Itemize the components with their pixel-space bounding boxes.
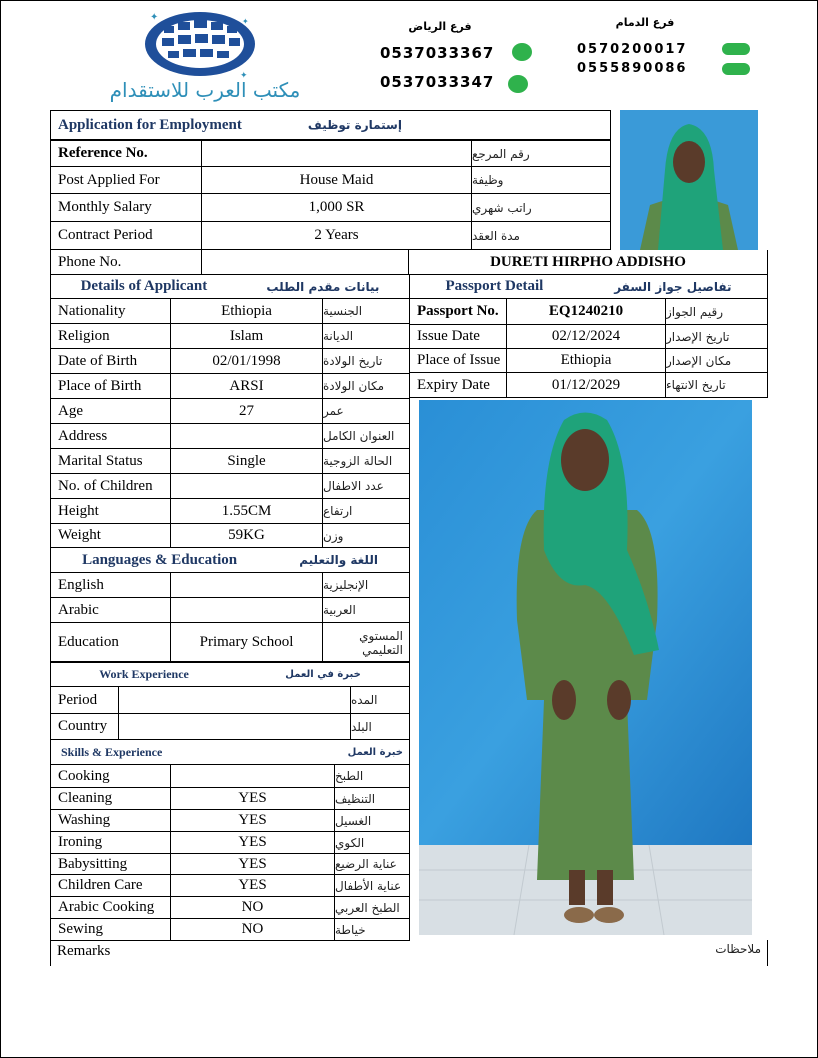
skills-row-label-ar: خياطة <box>334 918 410 941</box>
work-row-label-ar: البلد <box>350 713 410 740</box>
application-title <box>50 110 611 140</box>
post-label: Post Applied For <box>50 166 202 194</box>
reference-label-ar: رقم المرجع <box>471 140 611 167</box>
applicant-row-value: Islam <box>170 323 323 349</box>
applicant-title-ar: بيانات مقدم الطلب <box>266 279 380 294</box>
applicant-row-label-ar: ارتفاع <box>322 498 410 524</box>
svg-text:✦: ✦ <box>150 12 159 23</box>
skills-row-label: Babysitting <box>50 853 171 875</box>
languages-row-value <box>170 597 323 623</box>
languages-title-en: Languages & Education <box>82 551 238 568</box>
languages-row-value: Primary School <box>170 622 323 663</box>
remarks-label-ar: ملاحظات <box>715 942 761 956</box>
reference-label: Reference No. <box>50 140 202 167</box>
application-title-ar: إستمارة توظيف <box>307 118 402 132</box>
contract-label: Contract Period <box>50 221 202 250</box>
contract-label-ar: مدة العقد <box>471 221 611 250</box>
languages-row-label: Arabic <box>50 597 171 623</box>
skills-row-value: YES <box>170 831 335 854</box>
phone-label: Phone No. <box>50 250 202 275</box>
skills-title-en: Skills & Experience <box>61 744 163 759</box>
riyadh-phone-1: 0537033367 <box>380 44 495 62</box>
skills-title-ar: خبرة العمل <box>347 746 403 758</box>
skills-row-label-ar: الطبخ العربي <box>334 896 410 919</box>
applicant-row-label: Nationality <box>50 298 171 324</box>
applicant-row-value: 27 <box>170 398 323 424</box>
applicant-row-value: ARSI <box>170 373 323 399</box>
applicant-row-value <box>170 473 323 499</box>
skills-row-label-ar: عناية الأطفال <box>334 874 410 897</box>
applicant-row-value: 02/01/1998 <box>170 348 323 374</box>
whatsapp-icon <box>512 43 532 61</box>
work-section-header <box>50 661 410 687</box>
work-row-label: Country <box>50 713 119 740</box>
applicant-row-label: Weight <box>50 523 171 548</box>
skills-row-value: YES <box>170 809 335 832</box>
skills-row-label-ar: التنظيف <box>334 787 410 810</box>
skills-row-label: Cooking <box>50 764 171 788</box>
languages-title-ar: اللغة والتعليم <box>299 553 378 567</box>
passport-row-value: 01/12/2029 <box>506 372 666 398</box>
applicant-full-photo <box>419 400 752 935</box>
skills-section-header <box>50 739 410 765</box>
passport-row-value: Ethiopia <box>506 348 666 373</box>
passport-row-label: Passport No. <box>409 298 507 325</box>
remarks-label: Remarks <box>57 943 111 959</box>
applicant-title-en: Details of Applicant <box>80 278 208 294</box>
salary-value: 1,000 SR <box>201 193 472 222</box>
work-row-label: Period <box>50 686 119 714</box>
passport-row-label-ar: تاريخ الانتهاء <box>665 372 768 398</box>
work-row-value <box>118 713 351 740</box>
passport-row-label-ar: تاريخ الإصدار <box>665 324 768 349</box>
skills-row-value: NO <box>170 896 335 919</box>
applicant-row-label: Marital Status <box>50 448 171 474</box>
skills-row-label: Ironing <box>50 831 171 854</box>
applicant-row-label-ar: عدد الاطفال <box>322 473 410 499</box>
svg-text:✦: ✦ <box>242 17 249 26</box>
skills-row-label-ar: الكوي <box>334 831 410 854</box>
passport-title-en: Passport Detail <box>445 278 544 294</box>
applicant-portrait <box>620 110 758 250</box>
applicant-row-value: 59KG <box>170 523 323 548</box>
passport-title-ar: تفاصيل جواز السفر <box>614 279 732 294</box>
passport-row-label: Place of Issue <box>409 348 507 373</box>
contract-value: 2 Years <box>201 221 472 250</box>
dammam-phone-2: 0555890086 <box>577 61 688 76</box>
applicant-row-label-ar: الحالة الزوجية <box>322 448 410 474</box>
work-title-ar: خبرة في العمل <box>285 668 361 680</box>
skills-row-label: Sewing <box>50 918 171 941</box>
applicant-row-label: Address <box>50 423 171 449</box>
office-logo <box>140 8 260 83</box>
dammam-phone-1: 0570200017 <box>577 42 688 57</box>
applicant-row-label-ar: مكان الولادة <box>322 373 410 399</box>
applicant-row-label: Date of Birth <box>50 348 171 374</box>
languages-row-label-ar: الإنجليزية <box>322 572 410 598</box>
passport-row-label: Issue Date <box>409 324 507 349</box>
applicant-row-label-ar: العنوان الكامل <box>322 423 410 449</box>
skills-row-label-ar: عناية الرضيع <box>334 853 410 875</box>
applicant-row-label: Height <box>50 498 171 524</box>
dammam-branch-label: فرع الدمام <box>615 16 675 29</box>
languages-row-label: Education <box>50 622 171 663</box>
remarks-row <box>50 940 768 966</box>
applicant-row-label: Place of Birth <box>50 373 171 399</box>
salary-label: Monthly Salary <box>50 193 202 222</box>
work-row-value <box>118 686 351 714</box>
skills-row-value <box>170 764 335 788</box>
applicant-row-value: 1.55CM <box>170 498 323 524</box>
languages-row-label-ar: المستوي التعليمي <box>322 622 410 663</box>
languages-section-header <box>50 547 410 573</box>
skills-row-value: YES <box>170 853 335 875</box>
riyadh-branch-label: فرع الرياض <box>408 20 472 33</box>
phone-value <box>201 250 409 275</box>
passport-section-header <box>409 274 768 299</box>
whatsapp-icon <box>508 75 528 93</box>
applicant-row-value: Single <box>170 448 323 474</box>
phone-icon <box>722 43 750 55</box>
applicant-name: DURETI HIRPHO ADDISHO <box>408 250 768 275</box>
applicant-row-label-ar: وزن <box>322 523 410 548</box>
languages-row-label-ar: العربية <box>322 597 410 623</box>
post-label-ar: وظيفة <box>471 166 611 194</box>
applicant-row-label: No. of Children <box>50 473 171 499</box>
skills-row-label: Children Care <box>50 874 171 897</box>
salary-label-ar: راتب شهري <box>471 193 611 222</box>
passport-row-value: EQ1240210 <box>506 298 666 325</box>
applicant-row-label-ar: عمر <box>322 398 410 424</box>
application-title-en: Application for Employment <box>58 116 242 133</box>
skills-row-label-ar: الغسيل <box>334 809 410 832</box>
skills-row-value: YES <box>170 787 335 810</box>
skills-row-label: Cleaning <box>50 787 171 810</box>
skills-row-label: Arabic Cooking <box>50 896 171 919</box>
skills-row-value: YES <box>170 874 335 897</box>
reference-value <box>201 140 472 167</box>
skills-row-value: NO <box>170 918 335 941</box>
applicant-row-label-ar: الديانة <box>322 323 410 349</box>
riyadh-phone-2: 0537033347 <box>380 73 495 91</box>
passport-row-label-ar: مكان الإصدار <box>665 348 768 373</box>
post-value: House Maid <box>201 166 472 194</box>
passport-row-value: 02/12/2024 <box>506 324 666 349</box>
languages-row-value <box>170 572 323 598</box>
work-title-en: Work Experience <box>99 666 189 681</box>
svg-text:✦: ✦ <box>240 70 248 80</box>
applicant-row-label: Religion <box>50 323 171 349</box>
office-name: مكتب العرب للاستقدام <box>109 78 301 102</box>
languages-row-label: English <box>50 572 171 598</box>
applicant-row-label-ar: تاريخ الولادة <box>322 348 410 374</box>
applicant-row-label-ar: الجنسية <box>322 298 410 324</box>
applicant-row-value: Ethiopia <box>170 298 323 324</box>
applicant-row-value <box>170 423 323 449</box>
work-row-label-ar: المده <box>350 686 410 714</box>
skills-row-label-ar: الطبخ <box>334 764 410 788</box>
passport-row-label-ar: رقيم الجواز <box>665 298 768 325</box>
applicant-section-header <box>50 274 410 299</box>
phone-icon <box>722 63 750 75</box>
applicant-row-label: Age <box>50 398 171 424</box>
passport-row-label: Expiry Date <box>409 372 507 398</box>
skills-row-label: Washing <box>50 809 171 832</box>
